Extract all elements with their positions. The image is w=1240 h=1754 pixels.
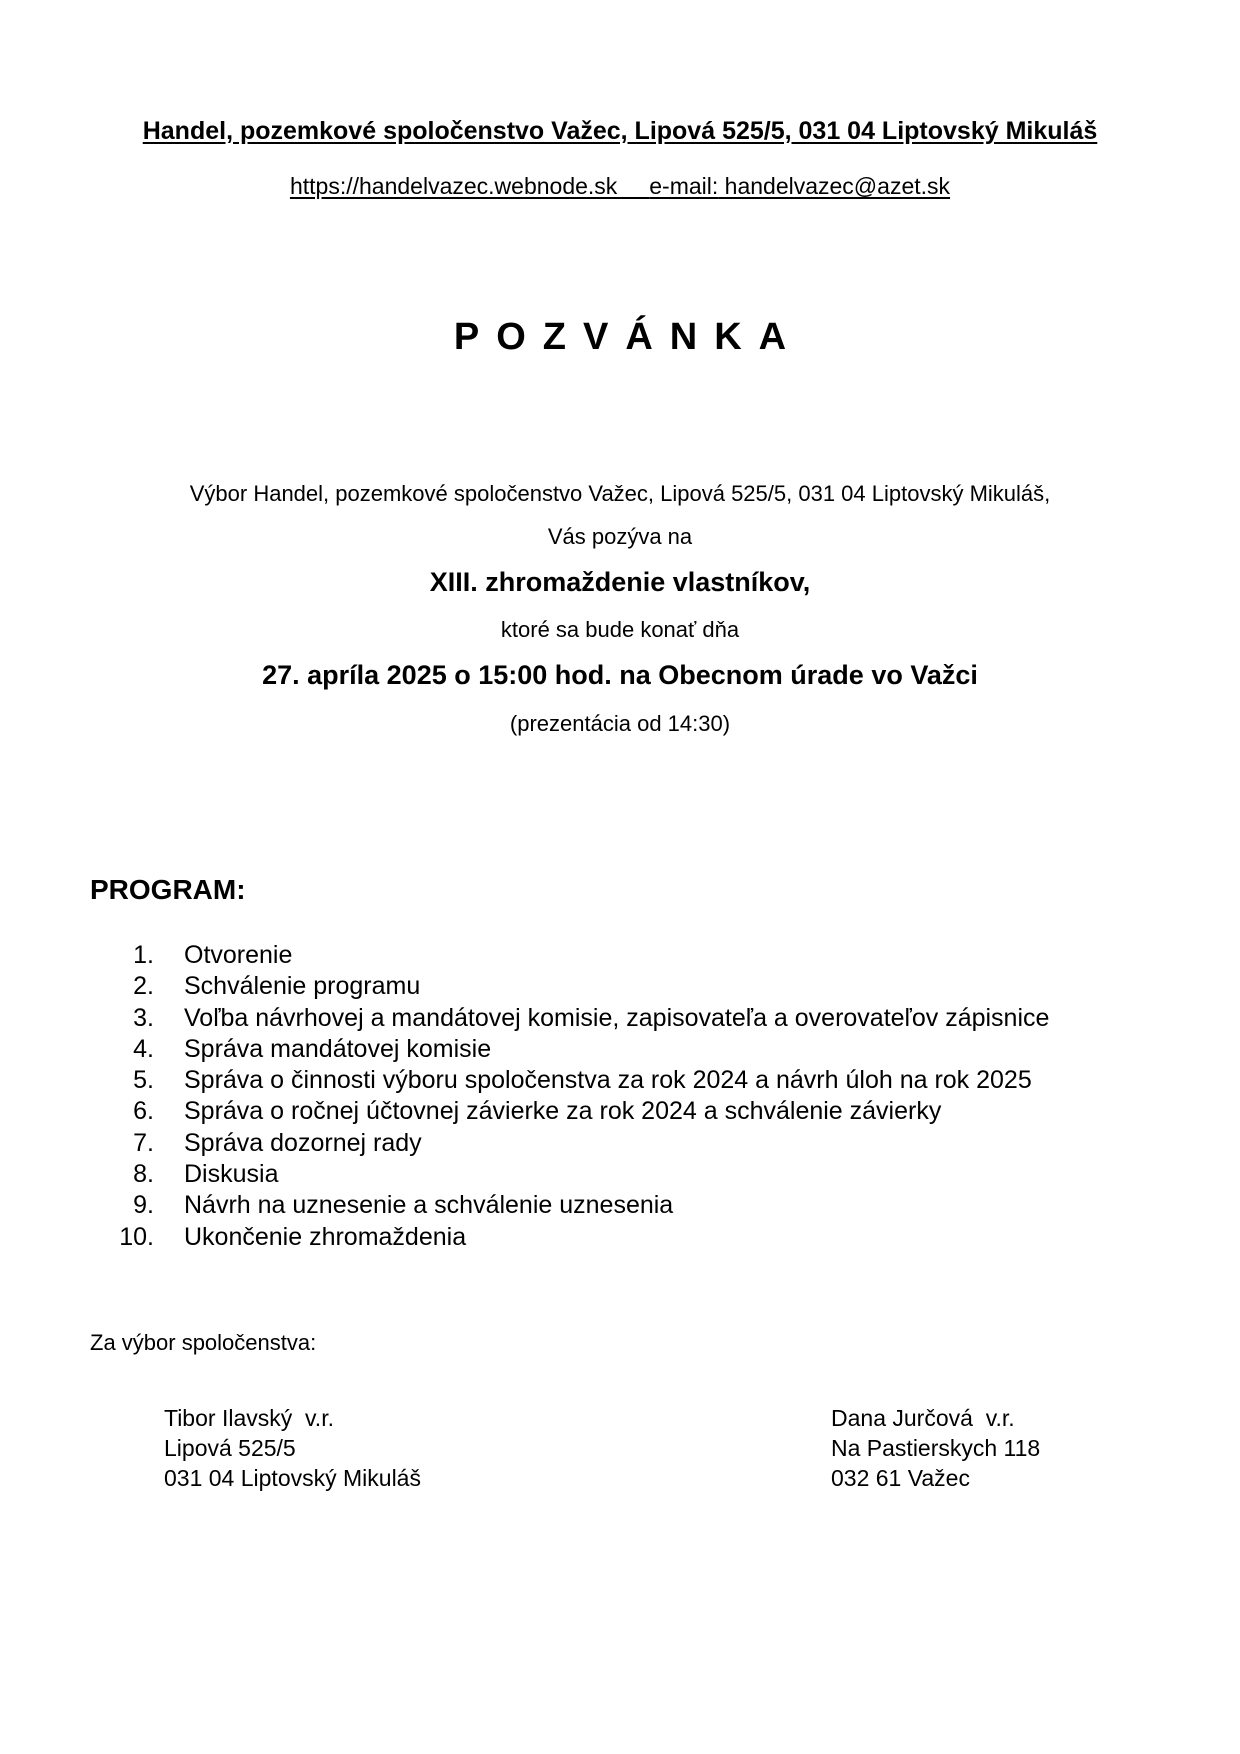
program-item-text: Správa o činnosti výboru spoločenstva za rok 2024 a návrh úloh na rok 2025	[184, 1066, 1032, 1095]
invitation-line-2: Vás pozýva na	[547, 524, 693, 549]
invitation-line-3: ktoré sa bude konať dňa	[500, 617, 740, 642]
signer-city: 031 04 Liptovský Mikuláš	[164, 1465, 421, 1491]
presentation-time: (prezentácia od 14:30)	[509, 711, 731, 736]
program-item-number: 7.	[133, 1128, 154, 1157]
organization-header: Handel, pozemkové spoločenstvo Važec, Lipová 525/5, 031 04 Liptovský Mikuláš	[142, 117, 1098, 145]
program-item-text: Ukončenie zhromaždenia	[184, 1222, 467, 1251]
program-item-text: Správa o ročnej účtovnej závierke za rok 2024 a schválenie závierky	[184, 1097, 942, 1126]
program-item-number: 6.	[133, 1097, 154, 1126]
program-item-text: Správa mandátovej komisie	[184, 1034, 492, 1063]
signer-city: 032 61 Važec	[831, 1465, 970, 1491]
program-item-number: 2.	[133, 972, 154, 1001]
meeting-date: 27. apríla 2025 o 15:00 hod. na Obecnom úrade vo Važci	[262, 660, 978, 690]
website-link[interactable]: https://handelvazec.webnode.sk	[289, 173, 618, 199]
signer-right	[831, 1403, 1040, 1493]
program-item-text: Správa dozornej rady	[184, 1128, 422, 1157]
signer-name: Dana Jurčová v.r.	[831, 1405, 1015, 1431]
program-item-number: 3.	[133, 1003, 154, 1032]
program-item-number: 8.	[133, 1160, 154, 1189]
signer-street: Lipová 525/5	[164, 1435, 296, 1461]
document-title: POZVÁNKA	[453, 316, 804, 358]
invitation-line-1: Výbor Handel, pozemkové spoločenstvo Važec, Lipová 525/5, 031 04 Liptovský Mikuláš,	[189, 481, 1051, 506]
program-item-text: Voľba návrhovej a mandátovej komisie, zapisovateľa a overovateľov zápisnice	[184, 1003, 1050, 1032]
program-item-number: 10.	[119, 1222, 154, 1251]
program-item-number: 4.	[133, 1034, 154, 1063]
program-item-number: 5.	[133, 1066, 154, 1095]
email-label: e-mail:	[649, 173, 719, 199]
signer-street: Na Pastierskych 118	[831, 1435, 1041, 1461]
program-item-text: Diskusia	[184, 1160, 279, 1189]
signer-left	[164, 1403, 421, 1493]
program-item-text: Návrh na uznesenie a schválenie uznesenia	[184, 1191, 674, 1220]
program-item-text: Schválenie programu	[184, 972, 421, 1001]
program-heading: PROGRAM:	[90, 874, 246, 905]
program-item-number: 9.	[133, 1191, 154, 1220]
signer-name: Tibor Ilavský v.r.	[164, 1405, 334, 1431]
committee-label: Za výbor spoločenstva:	[90, 1330, 317, 1355]
program-item-text: Otvorenie	[184, 941, 293, 969]
program-item-number: 1.	[133, 941, 154, 969]
contact-line	[0, 173, 1240, 200]
meeting-name: XIII. zhromaždenie vlastníkov,	[429, 567, 811, 597]
email-link[interactable]: handelvazec@azet.sk	[724, 173, 951, 199]
